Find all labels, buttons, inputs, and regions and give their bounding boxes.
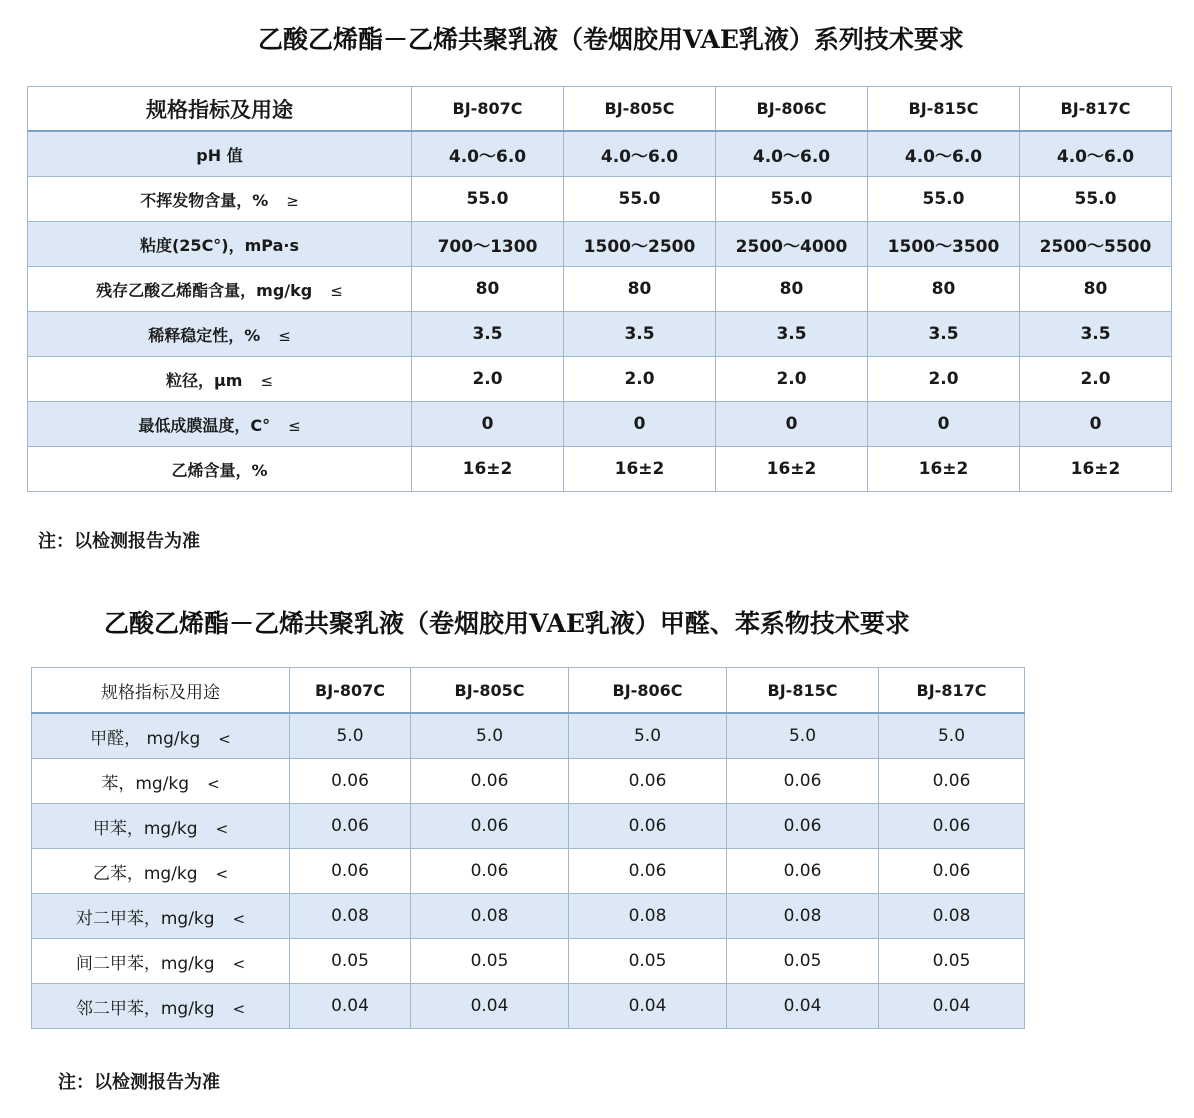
table-cell: 55.0 — [1020, 177, 1172, 222]
table-cell: 0.06 — [290, 849, 411, 894]
voc-table — [31, 667, 1025, 1029]
comparator-symbol: < — [232, 909, 246, 928]
table-cell: 80 — [716, 267, 868, 312]
table-cell: 0.06 — [411, 759, 569, 804]
table-cell: 80 — [412, 267, 564, 312]
row-label-text: 残存乙酸乙烯酯含量，mg/kg — [96, 280, 313, 300]
comparator-symbol: < — [215, 819, 229, 838]
table-row — [32, 939, 1025, 984]
table-cell: 0.05 — [569, 939, 727, 984]
table-cell: 1500～2500 — [564, 222, 716, 267]
table-cell: 3.5 — [412, 312, 564, 357]
table-cell: 3.5 — [868, 312, 1020, 357]
table-cell: 80 — [1020, 267, 1172, 312]
note-text: 注：以检测报告为准 — [58, 1072, 220, 1093]
row-label — [32, 759, 290, 804]
table-cell: 2.0 — [1020, 357, 1172, 402]
row-label — [32, 984, 290, 1029]
row-label — [28, 447, 412, 492]
table-row — [32, 984, 1025, 1029]
comparator-symbol: ≤ — [260, 371, 274, 390]
table-cell: 0.08 — [879, 894, 1025, 939]
comparator-symbol: < — [215, 864, 229, 883]
row-label — [28, 357, 412, 402]
table-cell: 0 — [564, 402, 716, 447]
row-label — [28, 312, 412, 357]
row-label — [32, 713, 290, 759]
comparator-symbol: ≤ — [278, 326, 291, 345]
row-label-text: 乙苯，mg/kg — [92, 863, 198, 884]
table-cell: 0.06 — [569, 759, 727, 804]
table-cell: 0.08 — [727, 894, 879, 939]
table-cell: 1500～3500 — [868, 222, 1020, 267]
table-cell: 16±2 — [412, 447, 564, 492]
spec-table — [27, 86, 1172, 492]
table-row — [32, 894, 1025, 939]
column-header: BJ-806C — [569, 668, 727, 714]
row-label-text: 粘度(25C°)，mPa·s — [139, 235, 299, 255]
comparator-symbol: < — [232, 954, 246, 973]
table-cell: 5.0 — [411, 713, 569, 759]
row-label-text: pH 值 — [196, 145, 243, 165]
table-cell: 5.0 — [727, 713, 879, 759]
table-cell: 2.0 — [716, 357, 868, 402]
table-cell: 700～1300 — [412, 222, 564, 267]
table-cell: 3.5 — [564, 312, 716, 357]
table-cell: 16±2 — [564, 447, 716, 492]
table-cell: 0.06 — [290, 804, 411, 849]
table-cell: 55.0 — [412, 177, 564, 222]
table-cell: 2.0 — [564, 357, 716, 402]
table-cell: 5.0 — [569, 713, 727, 759]
column-header: BJ-807C — [290, 668, 411, 714]
comparator-symbol: < — [218, 729, 231, 748]
table-row — [28, 222, 1172, 267]
row-label — [32, 939, 290, 984]
row-label-text: 苯，mg/kg — [101, 773, 190, 794]
table-cell: 0.05 — [879, 939, 1025, 984]
row-label-text: 乙烯含量，% — [171, 460, 268, 480]
table-cell: 0.04 — [569, 984, 727, 1029]
table-cell: 0.06 — [879, 804, 1025, 849]
header-label: 规格指标及用途 — [28, 87, 412, 132]
table-cell: 0.06 — [290, 759, 411, 804]
comparator-symbol: ≤ — [288, 416, 301, 435]
table-cell: 0.06 — [569, 849, 727, 894]
row-label-text: 甲苯，mg/kg — [92, 818, 198, 839]
table-cell: 2500～5500 — [1020, 222, 1172, 267]
comparator-symbol: < — [232, 999, 246, 1018]
table-cell: 2.0 — [412, 357, 564, 402]
table-row — [28, 312, 1172, 357]
comparator-symbol: ≥ — [286, 191, 299, 210]
row-label-text: 间二甲苯，mg/kg — [75, 953, 215, 974]
table-cell: 0 — [868, 402, 1020, 447]
table-cell: 0 — [716, 402, 868, 447]
row-label-text: 最低成膜温度，C° — [138, 415, 271, 435]
table-cell: 4.0～6.0 — [716, 131, 868, 177]
table-cell: 4.0～6.0 — [1020, 131, 1172, 177]
table-cell: 80 — [868, 267, 1020, 312]
row-label — [32, 849, 290, 894]
row-label — [32, 894, 290, 939]
column-header: BJ-815C — [868, 87, 1020, 132]
column-header: BJ-817C — [1020, 87, 1172, 132]
table-row — [28, 402, 1172, 447]
row-label — [28, 267, 412, 312]
column-header: BJ-815C — [727, 668, 879, 714]
row-label — [28, 177, 412, 222]
table-cell: 3.5 — [716, 312, 868, 357]
column-header: BJ-805C — [411, 668, 569, 714]
table-cell: 16±2 — [716, 447, 868, 492]
table-cell: 4.0～6.0 — [868, 131, 1020, 177]
table-cell: 16±2 — [868, 447, 1020, 492]
table-cell: 0.05 — [290, 939, 411, 984]
table-cell: 0.06 — [727, 849, 879, 894]
column-header: BJ-817C — [879, 668, 1025, 714]
row-label — [28, 402, 412, 447]
table-cell: 55.0 — [716, 177, 868, 222]
table-cell: 0.04 — [290, 984, 411, 1029]
table-cell: 55.0 — [564, 177, 716, 222]
table-cell: 0 — [412, 402, 564, 447]
table-cell: 3.5 — [1020, 312, 1172, 357]
table-cell: 0.06 — [727, 759, 879, 804]
table-cell: 0.06 — [411, 849, 569, 894]
row-label-text: 邻二甲苯，mg/kg — [75, 998, 215, 1019]
table-row — [32, 849, 1025, 894]
row-label-text: 粒径，μm — [165, 370, 243, 390]
table-row — [32, 804, 1025, 849]
table-cell: 55.0 — [868, 177, 1020, 222]
column-header: BJ-806C — [716, 87, 868, 132]
header-label: 规格指标及用途 — [32, 668, 290, 714]
table-cell: 4.0～6.0 — [564, 131, 716, 177]
table-cell: 5.0 — [879, 713, 1025, 759]
comparator-symbol: < — [207, 774, 220, 793]
column-header: BJ-807C — [412, 87, 564, 132]
table-cell: 2.0 — [868, 357, 1020, 402]
column-header: BJ-805C — [564, 87, 716, 132]
row-label — [28, 131, 412, 177]
row-label — [32, 804, 290, 849]
comparator-symbol: ≤ — [330, 281, 343, 300]
table-cell: 5.0 — [290, 713, 411, 759]
row-label-text: 甲醛， mg/kg — [90, 728, 201, 749]
row-label — [28, 222, 412, 267]
table-cell: 80 — [564, 267, 716, 312]
table-cell: 0.08 — [290, 894, 411, 939]
table-cell: 4.0～6.0 — [412, 131, 564, 177]
table-cell: 0 — [1020, 402, 1172, 447]
spec-table-title: 乙酸乙烯酯－乙烯共聚乳液（卷烟胶用VAE乳液）系列技术要求 — [258, 25, 964, 54]
table-row — [28, 267, 1172, 312]
table-cell: 0.06 — [411, 804, 569, 849]
table-cell: 0.06 — [727, 804, 879, 849]
table-cell: 0.04 — [411, 984, 569, 1029]
table-row — [28, 131, 1172, 177]
note-text: 注：以检测报告为准 — [38, 531, 200, 552]
table-header-row — [32, 668, 1025, 714]
table-cell: 0.06 — [879, 849, 1025, 894]
table-row — [32, 759, 1025, 804]
table-row — [32, 713, 1025, 759]
table-row — [28, 447, 1172, 492]
table-row — [28, 177, 1172, 222]
table-cell: 16±2 — [1020, 447, 1172, 492]
table-cell: 0.04 — [879, 984, 1025, 1029]
row-label-text: 不挥发物含量，% — [140, 190, 269, 210]
table-cell: 0.05 — [411, 939, 569, 984]
table-cell: 0.05 — [727, 939, 879, 984]
table-cell: 0.04 — [727, 984, 879, 1029]
table-cell: 0.06 — [879, 759, 1025, 804]
voc-table-title: 乙酸乙烯酯－乙烯共聚乳液（卷烟胶用VAE乳液）甲醛、苯系物技术要求 — [104, 609, 910, 638]
row-label-text: 对二甲苯，mg/kg — [75, 908, 215, 929]
row-label-text: 稀释稳定性，% — [148, 325, 261, 345]
table-cell: 0.06 — [569, 804, 727, 849]
table-cell: 0.08 — [569, 894, 727, 939]
table-header-row — [28, 87, 1172, 132]
table-cell: 0.08 — [411, 894, 569, 939]
table-row — [28, 357, 1172, 402]
table-cell: 2500～4000 — [716, 222, 868, 267]
